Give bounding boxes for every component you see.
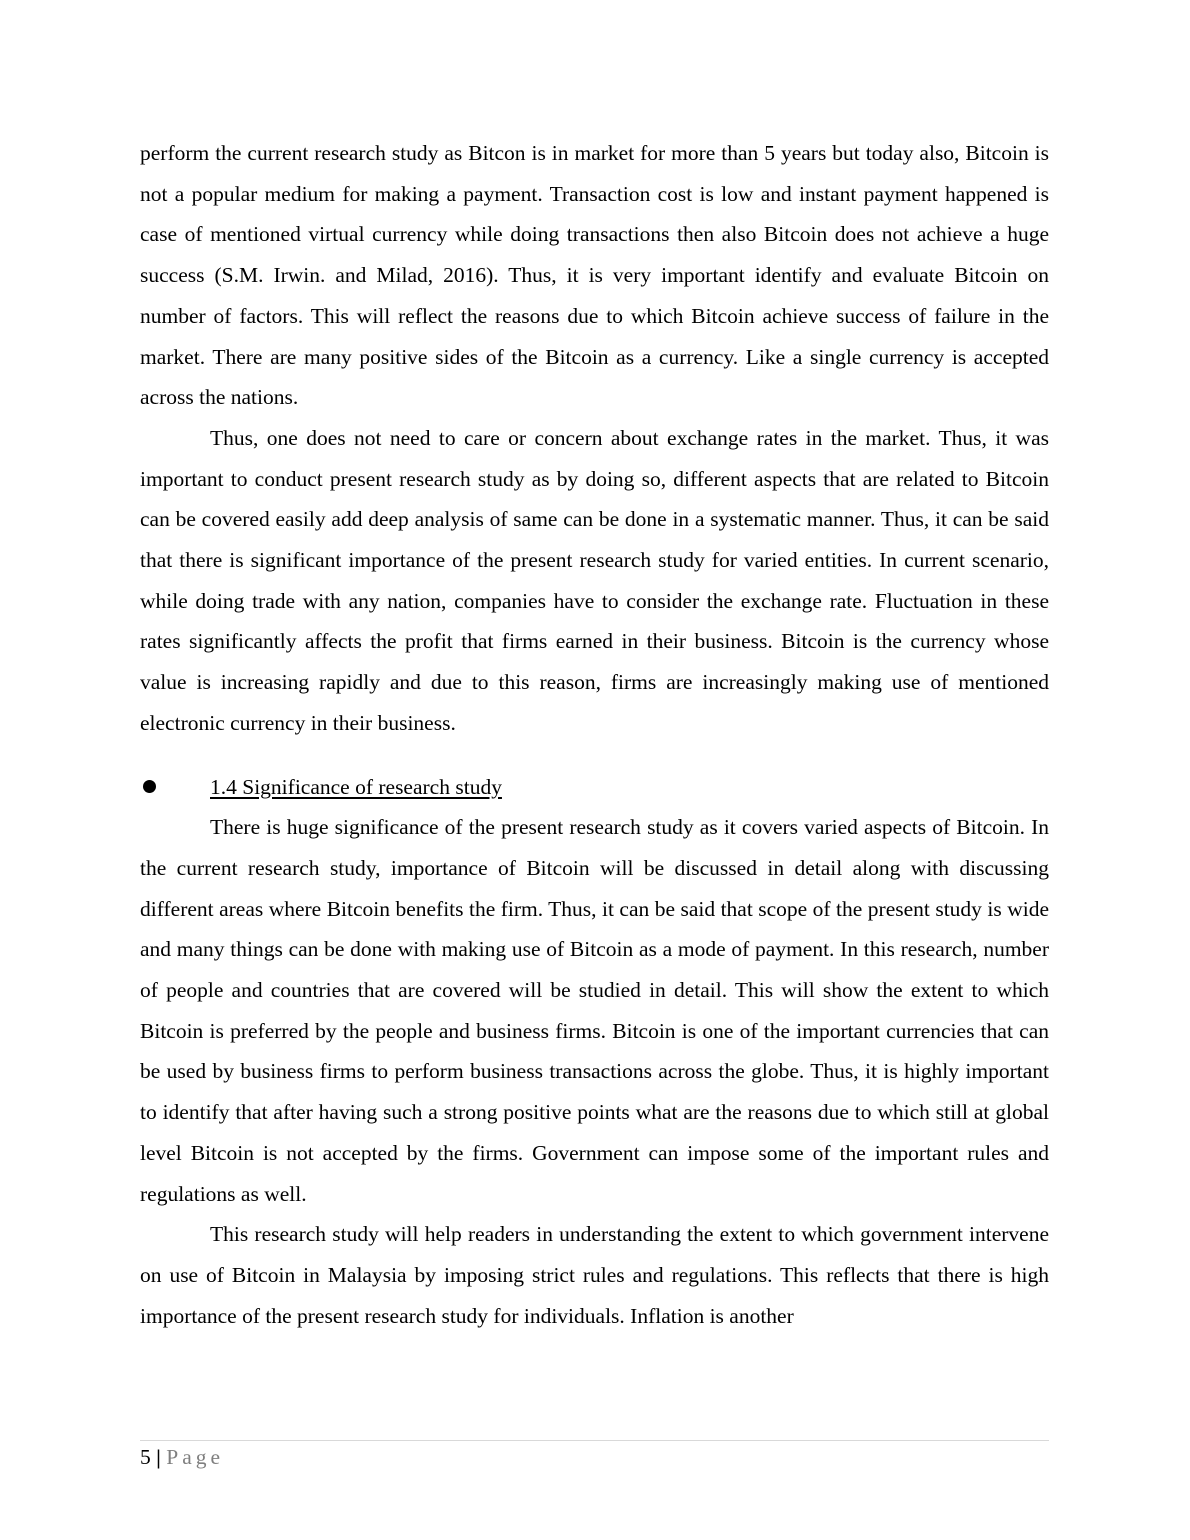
page-separator: | xyxy=(156,1445,161,1469)
page-number: 5 xyxy=(140,1445,151,1469)
bullet-icon xyxy=(143,780,156,793)
paragraph-exchange-rates: Thus, one does not need to care or concern about exchange rates in the market. Thus, it was important to conduct present research study as by doing so, different aspects that are related to Bitcoin can be covered easily add deep analysis of same can be done in a systematic manner. Thus, it can be said that there is significant importance of the present research study for varied entities. In current scenario, while doing trade with any nation, companies have to consider the exchange rate. Fluctuation in these rates significantly affects the profit that firms earned in their business. Bitcoin is the currency whose value is increasing rapidly and due to this reason, firms are increasingly making use of mentioned electronic currency in their business. xyxy=(140,425,1049,735)
page-content xyxy=(140,133,1049,1336)
section-heading-row xyxy=(140,767,1049,808)
page-label: Page xyxy=(166,1445,225,1469)
section-heading: 1.4 Significance of research study xyxy=(210,774,502,799)
paragraph-continuation: perform the current research study as Bitcon is in market for more than 5 years but today also, Bitcoin is not a popular medium for making a payment. Transaction cost is low and instant payment happened is case of mentioned virtual currency while doing transactions then also Bitcoin does not achieve a huge success (S.M. Irwin. and Milad, 2016). Thus, it is very important identify and evaluate Bitcoin on number of factors. This will reflect the reasons due to which Bitcoin achieve success of failure in the market. There are many positive sides of the Bitcoin as a currency. Like a single currency is accepted across the nations. xyxy=(140,141,1049,410)
footer-divider xyxy=(140,1440,1049,1441)
page-footer xyxy=(140,1443,224,1471)
paragraph-significance: There is huge significance of the present research study as it covers varied aspects of Bitcoin. In the current research study, importance of Bitcoin will be discussed in detail along with discussing different areas where Bitcoin benefits the firm. Thus, it can be said that scope of the present study is wide and many things can be done with making use of Bitcoin as a mode of payment. In this research, number of people and countries that are covered will be studied in detail. This will show the extent to which Bitcoin is preferred by the people and business firms. Bitcoin is one of the important currencies that can be used by business firms to perform business transactions across the globe. Thus, it is highly important to identify that after having such a strong positive points what are the reasons due to which still at global level Bitcoin is not accepted by the firms. Government can impose some of the important rules and regulations as well. xyxy=(140,815,1049,1206)
paragraph-government: This research study will help readers in understanding the extent to which government intervene on use of Bitcoin in Malaysia by imposing strict rules and regulations. This reflects that there is high importance of the present research study for individuals. Inflation is another xyxy=(140,1222,1049,1328)
